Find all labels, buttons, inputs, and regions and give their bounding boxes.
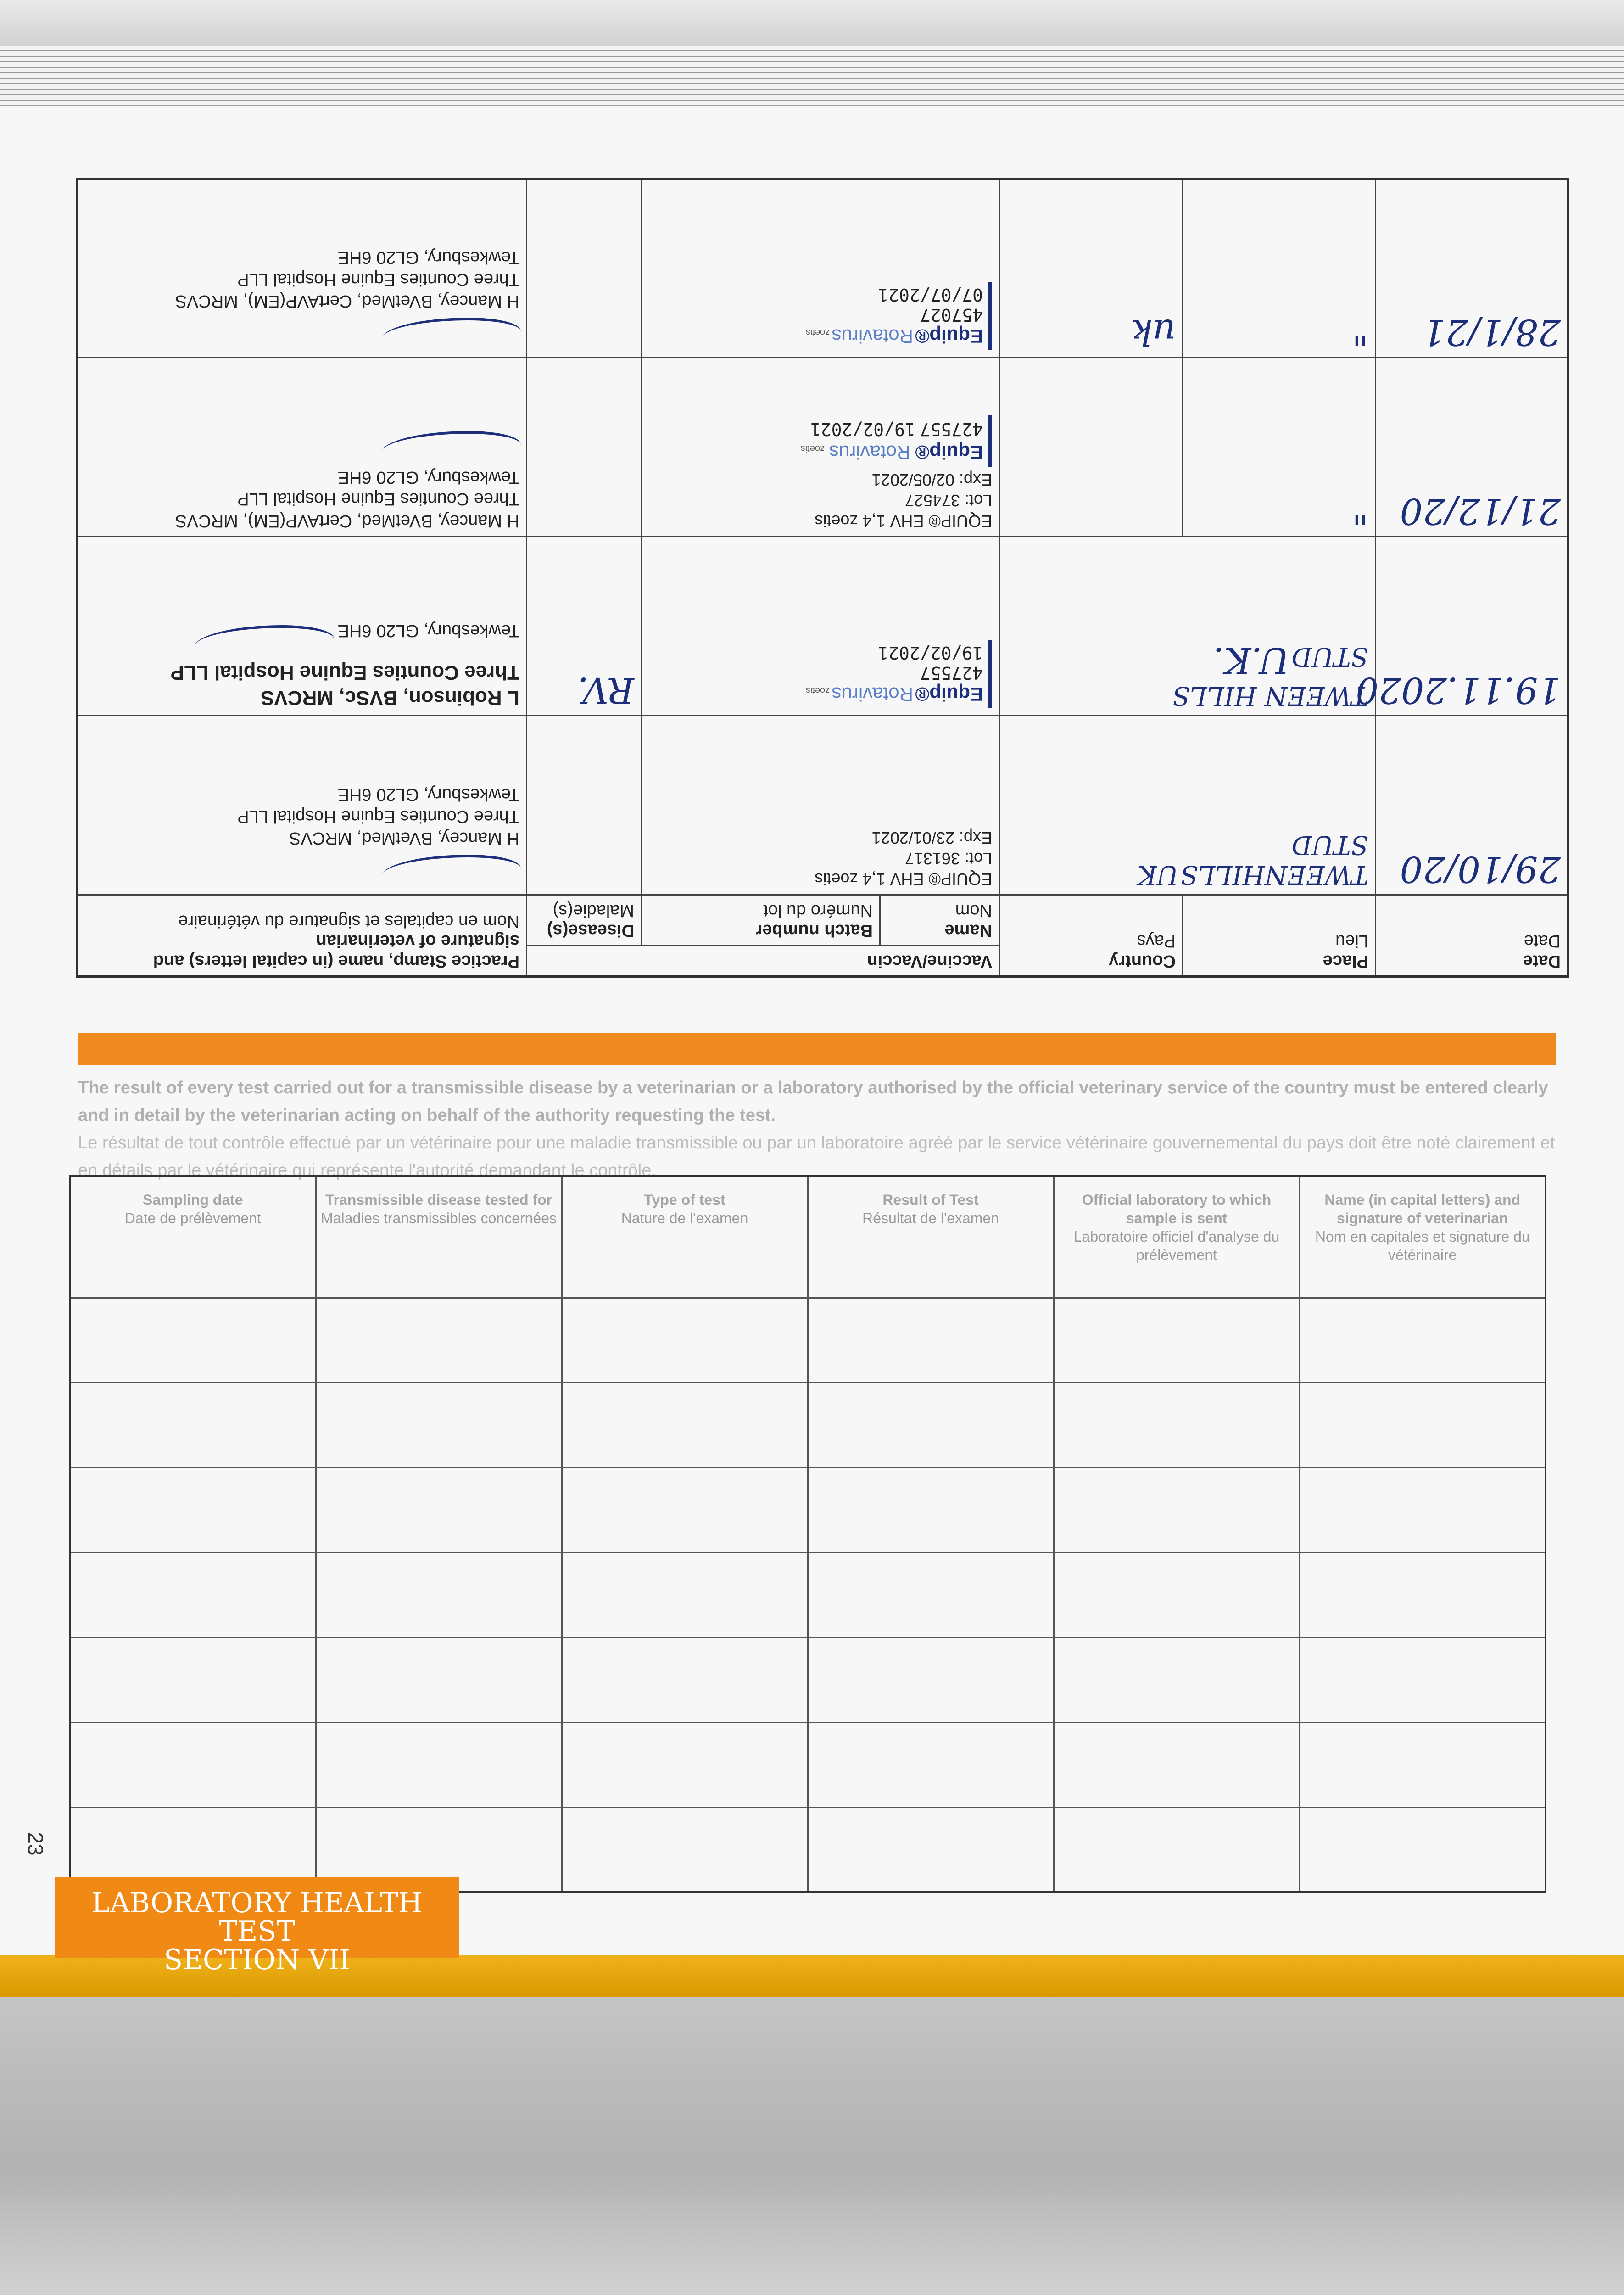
vaccination-row [77, 716, 1568, 895]
cell-date: 29/10/20 [1376, 716, 1568, 895]
cell-vaccine-label: EQUIP® EHV 1,4 zoetis Lot: 361317 Exp: 23/01/2021 [642, 716, 999, 895]
header-vet-name: Name (in capital letters) and signature of veterinarian Nom en capitales et signature du vétérinaire [1300, 1176, 1546, 1298]
lab-empty-row [70, 1637, 1546, 1722]
header-disease-tested: Transmissible disease tested for Maladies transmissibles concernées [316, 1176, 562, 1298]
vaccination-row [77, 179, 1568, 358]
instructions-french: Le résultat de tout contrôle effectué par un vétérinaire pour une maladie transmissible ou par un laboratoire agréé par le service vétérinaire gouvernemental du pays doit être noté clairement et en détails par le vétérinaire qui représente l'autorité demandant le contrôle. [78, 1133, 1555, 1180]
lab-empty-row [70, 1552, 1546, 1637]
header-sampling-date: Sampling date Date de prélèvement [70, 1176, 316, 1298]
cell-vaccine-label [642, 537, 999, 716]
header-practice-stamp: Practice Stamp, name (in capital letters) and signature of veterinarian Nom en capitales et signature du vétérinaire [77, 895, 526, 976]
cell-vaccine-label [642, 179, 999, 358]
cell-vet-stamp: H Mancey, BVetMed, MRCVS Three Counties Equine Hospital LLP Tewkesbury, GL20 6HE [77, 716, 526, 895]
lab-empty-row [70, 1383, 1546, 1467]
cell-date: 19.11.2020 [1376, 537, 1568, 716]
header-group-row [77, 946, 1568, 977]
cell-vet-stamp: H Mancey, BVetMed, CertAVP(EM), MRCVS Three Counties Equine Hospital LLP Tewkesbury, GL20 6HE [77, 179, 526, 358]
cell-place: " [1183, 358, 1376, 537]
cell-date: 21/12/20 [1376, 358, 1568, 537]
vaccination-table [76, 178, 1569, 978]
cell-vet-stamp: H Mancey, BVetMed, CertAVP(EM), MRCVS Three Counties Equine Hospital LLP Tewkesbury, GL20 6HE [77, 358, 526, 537]
header-batch: Batch number Numéro du lot [642, 895, 880, 945]
cell-vet-stamp: L Robinson, BVSc, MRCVS Three Counties Equine Hospital LLP Tewkesbury, GL20 6HE [77, 537, 526, 716]
cell-country [999, 358, 1183, 537]
vial-sticker: Equip® Rotavirus zoetis 457027 07/07/2021 [800, 282, 992, 350]
header-name: Name Nom [880, 895, 999, 945]
cell-country: uk [999, 179, 1183, 358]
vial-sticker: Equip® Rotavirus zoetis 427557 19/02/2021 [800, 640, 992, 708]
section-banner-title: LABORATORY HEALTH TEST [91, 1887, 423, 1948]
header-date: Date Date [1376, 895, 1568, 976]
cell-place: " [1183, 179, 1376, 358]
instructions-english: The result of every test carried out for a transmissible disease by a veterinarian or a laboratory authorised by the official veterinary service of the country must be entered clearly and in detail by the veterinarian acting on behalf of the authority requesting the test. [78, 1078, 1548, 1125]
cell-date: 28/1/21 [1376, 179, 1568, 358]
cell-disease [526, 358, 641, 537]
vet-signature [190, 625, 337, 660]
header-country: Country Pays [999, 895, 1183, 976]
lab-empty-row [70, 1722, 1546, 1807]
section-banner-subtitle: SECTION VII [163, 1944, 351, 1976]
orange-title-bar [78, 1033, 1556, 1065]
stacked-page-edges [0, 46, 1624, 115]
header-place: Place Lieu [1183, 895, 1376, 976]
cell-disease [526, 716, 641, 895]
vet-signature [377, 431, 524, 466]
header-disease: Disease(s) Maladie(s) [526, 895, 641, 945]
vaccination-row [77, 358, 1568, 537]
instructions-text [78, 1074, 1556, 1184]
cell-disease [526, 179, 641, 358]
section-banner [55, 1877, 459, 1976]
vet-signature [377, 855, 524, 890]
header-type-of-test: Type of test Nature de l'examen [562, 1176, 808, 1298]
vaccination-row [77, 537, 1568, 716]
cell-vaccine-label: EQUIP® EHV 1,4 zoetis Lot: 374527 Exp: 02/05/2021 Equip® Rotavirus zoetis 427557 19/02/2021 [642, 358, 999, 537]
lab-table-body [70, 1298, 1546, 1892]
vial-sticker: Equip® Rotavirus zoetis 427557 19/02/2021 [795, 415, 992, 467]
laboratory-test-table [69, 1175, 1546, 1893]
lab-empty-row [70, 1467, 1546, 1552]
vaccination-record-page [78, 188, 1569, 978]
header-vaccine-group: Vaccine/Vaccin [526, 946, 999, 977]
header-official-lab: Official laboratory to which sample is sent Laboratoire officiel d'analyse du prélèvement [1054, 1176, 1300, 1298]
cell-disease: RV. [526, 537, 641, 716]
lab-empty-row [70, 1298, 1546, 1383]
lab-header-row [70, 1176, 1546, 1298]
header-result: Result of Test Résultat de l'examen [808, 1176, 1054, 1298]
cell-place-country: TWEEN HILLS STUD U.K. [999, 537, 1376, 716]
vet-signature [377, 318, 524, 353]
page-number: 23 [23, 1832, 48, 1856]
scanner-background-bottom [0, 1974, 1624, 2295]
cell-place-country: TWEENHILLS UK STUD [999, 716, 1376, 895]
